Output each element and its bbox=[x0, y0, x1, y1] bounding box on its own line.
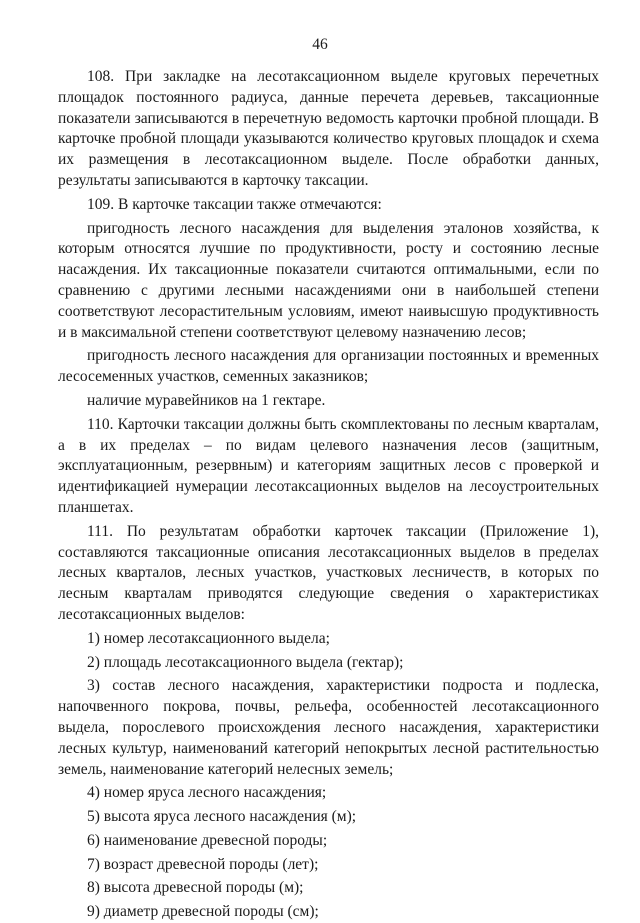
paragraph-anthills: наличие муравейников на 1 гектаре. bbox=[87, 391, 326, 409]
list-item-4: 4) номер яруса лесного насаждения; bbox=[87, 784, 327, 802]
list-item-3: 3) состав лесного насаждения, характеристики подроста и подлеска, напочвенного покрова, почвы, рельефа, особенностей лесотаксационного выдела, порослевого происхождения лесного насаждения, характеристики лесных культур, наименований категорий непокрытых лесной растительностью земель, наименование категорий нелесных земель; bbox=[58, 677, 599, 778]
paragraph-109: 109. В карточке таксации также отмечаются: bbox=[87, 195, 382, 213]
paragraph-etalon-suitability: пригодность лесного насаждения для выделения эталонов хозяйства, к которым относятся лучшие по продуктивности, росту и состоянию лесные насаждения. Их таксационные показатели считаются оптимальными, если по сравнению с другими лесными насаждениями они в наибольшей степени соответствуют лесорастительным условиям, имеют наивысшую продуктивность и в максимальной степени соответствуют целевому назначению лесов; bbox=[58, 219, 599, 341]
list-item-7: 7) возраст древесной породы (лет); bbox=[87, 855, 319, 873]
page-number: 46 bbox=[312, 36, 328, 53]
list-item-2: 2) площадь лесотаксационного выдела (гектар); bbox=[87, 653, 404, 671]
list-item-6: 6) наименование древесной породы; bbox=[87, 831, 328, 849]
paragraph-110: 110. Карточки таксации должны быть скомплектованы по лесным кварталам, а в их пределах – по видам целевого назначения лесов (защитным, эксплуатационным, резервным) и категориям защитных лесов с проверкой и идентификацией нумерации лесотаксационных выделов на лесоустроительных планшетах. bbox=[58, 415, 599, 516]
document-body bbox=[58, 67, 599, 923]
paragraph-111: 111. По результатам обработки карточек таксации (Приложение 1), составляются таксационные описания лесотаксационных выделов в пределах лесных кварталов, лесных участков, участковых лесничеств, в которых по лесным кварталам приводятся следующие сведения о характеристиках лесотаксационных выделов: bbox=[58, 522, 599, 623]
list-item-8: 8) высота древесной породы (м); bbox=[87, 879, 304, 897]
list-item-1: 1) номер лесотаксационного выдела; bbox=[87, 629, 330, 647]
list-item-5: 5) высота яруса лесного насаждения (м); bbox=[87, 808, 357, 826]
paragraph-seed-sites: пригодность лесного насаждения для организации постоянных и временных лесосеменных участков, семенных заказников; bbox=[58, 347, 599, 386]
paragraph-108: 108. При закладке на лесотаксационном выделе круговых перечетных площадок постоянного радиуса, данные перечета деревьев, таксационные показатели записываются в перечетную ведомость карточки пробной площади. В карточке пробной площади указываются количество круговых площадок и схема их размещения в лесотаксационном выделе. После обработки данных, результаты записываются в карточку таксации. bbox=[58, 68, 599, 189]
list-item-9: 9) диаметр древесной породы (см); bbox=[87, 903, 319, 921]
